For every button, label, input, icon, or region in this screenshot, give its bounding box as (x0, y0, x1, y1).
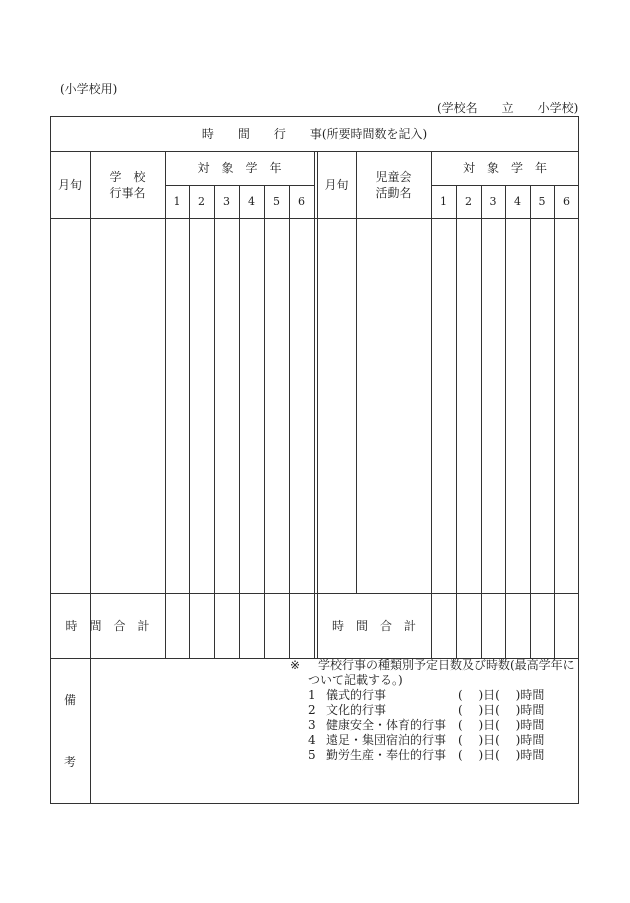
notes-item (290, 748, 575, 763)
notes-item-label: 健康安全・体育的行事 (326, 718, 447, 732)
right-grade-3: 3 (489, 194, 497, 208)
right-activity-name-line2: 活動名 (375, 185, 412, 200)
left-grade-col-line (214, 185, 215, 658)
notes-item-number: 1 (308, 688, 316, 702)
remarks-label-top: 備 (63, 693, 76, 707)
left-grade-3: 3 (223, 194, 230, 208)
right-grade-col-line (505, 185, 506, 658)
left-grade-col-line (239, 185, 240, 658)
notes-heading-line1 (290, 658, 575, 673)
notes-mark: ※ (290, 658, 301, 672)
notes-item (290, 688, 575, 703)
notes-item-label: 遠足・集団宿泊的行事 (326, 733, 447, 747)
notes-item (290, 733, 575, 748)
right-grade-5: 5 (538, 194, 546, 208)
right-grade-col-line (530, 185, 531, 658)
right-activity-col-line (431, 151, 432, 658)
notes-item-label: 文化的行事 (326, 703, 387, 717)
notes-item-days: ( )日( )時間 (458, 703, 545, 717)
left-grade-col-line (189, 185, 190, 658)
right-grade-col-line (554, 185, 555, 658)
left-grade-2: 2 (198, 194, 205, 208)
right-activity-name-header (356, 151, 431, 218)
left-grade-col-line (289, 185, 290, 658)
center-divider (314, 151, 315, 658)
notes-item-number: 2 (308, 703, 316, 717)
left-event-name-line1: 学 校 (109, 169, 146, 184)
left-grade-6: 6 (298, 194, 305, 208)
left-grade-4: 4 (248, 194, 255, 208)
right-grade-1: 1 (440, 194, 447, 208)
left-event-col-line (165, 151, 166, 658)
usage-label: (小学校用) (60, 82, 118, 96)
right-grade-6: 6 (563, 194, 570, 208)
notes-item-days: ( )日( )時間 (458, 688, 545, 702)
right-grade-col-line (481, 185, 482, 658)
notes-item-number: 4 (308, 733, 316, 747)
school-name-label: (学校名 立 小学校) (437, 101, 579, 115)
notes-item-days: ( )日( )時間 (458, 718, 545, 732)
left-grade-1: 1 (173, 194, 181, 208)
right-total-label: 時 間 合 計 (331, 618, 416, 633)
notes-item-days: ( )日( )時間 (458, 748, 545, 762)
left-total-label: 時 間 合 計 (65, 618, 150, 633)
left-grade-5: 5 (273, 194, 280, 208)
notes-item-label: 儀式的行事 (326, 688, 387, 702)
notes-item (290, 703, 575, 718)
right-target-grade-header: 対 象 学 年 (462, 161, 547, 175)
left-month-header: 月旬 (57, 177, 82, 192)
notes-heading-text2: ついて記載する。) (308, 673, 403, 687)
left-target-grade-header: 対 象 学 年 (197, 161, 282, 175)
table-title: 時 間 行 事(所要時間数を記入) (201, 126, 428, 141)
left-month-col-line (90, 151, 91, 658)
notes-heading-text1: 学校行事の種類別予定日数及び時数(最高学年に (318, 658, 575, 672)
right-grade-4: 4 (514, 194, 521, 208)
right-grade-2: 2 (465, 194, 472, 208)
remarks-col-line (90, 658, 91, 804)
remarks-notes (290, 658, 575, 763)
left-event-name-line2: 行事名 (109, 185, 146, 200)
right-month-header: 月旬 (324, 177, 349, 192)
notes-item-number: 3 (308, 718, 316, 732)
notes-heading-line2 (290, 673, 575, 688)
notes-item-label: 勤労生産・奉仕的行事 (326, 748, 447, 762)
right-grade-col-line (456, 185, 457, 658)
center-divider (317, 151, 318, 658)
right-activity-name-line1: 児童会 (375, 169, 412, 184)
notes-item-days: ( )日( )時間 (458, 733, 545, 747)
left-event-name-header (90, 151, 165, 218)
notes-item-number: 5 (308, 748, 316, 762)
left-grade-col-line (264, 185, 265, 658)
remarks-label-bottom: 考 (63, 755, 76, 769)
notes-item (290, 718, 575, 733)
